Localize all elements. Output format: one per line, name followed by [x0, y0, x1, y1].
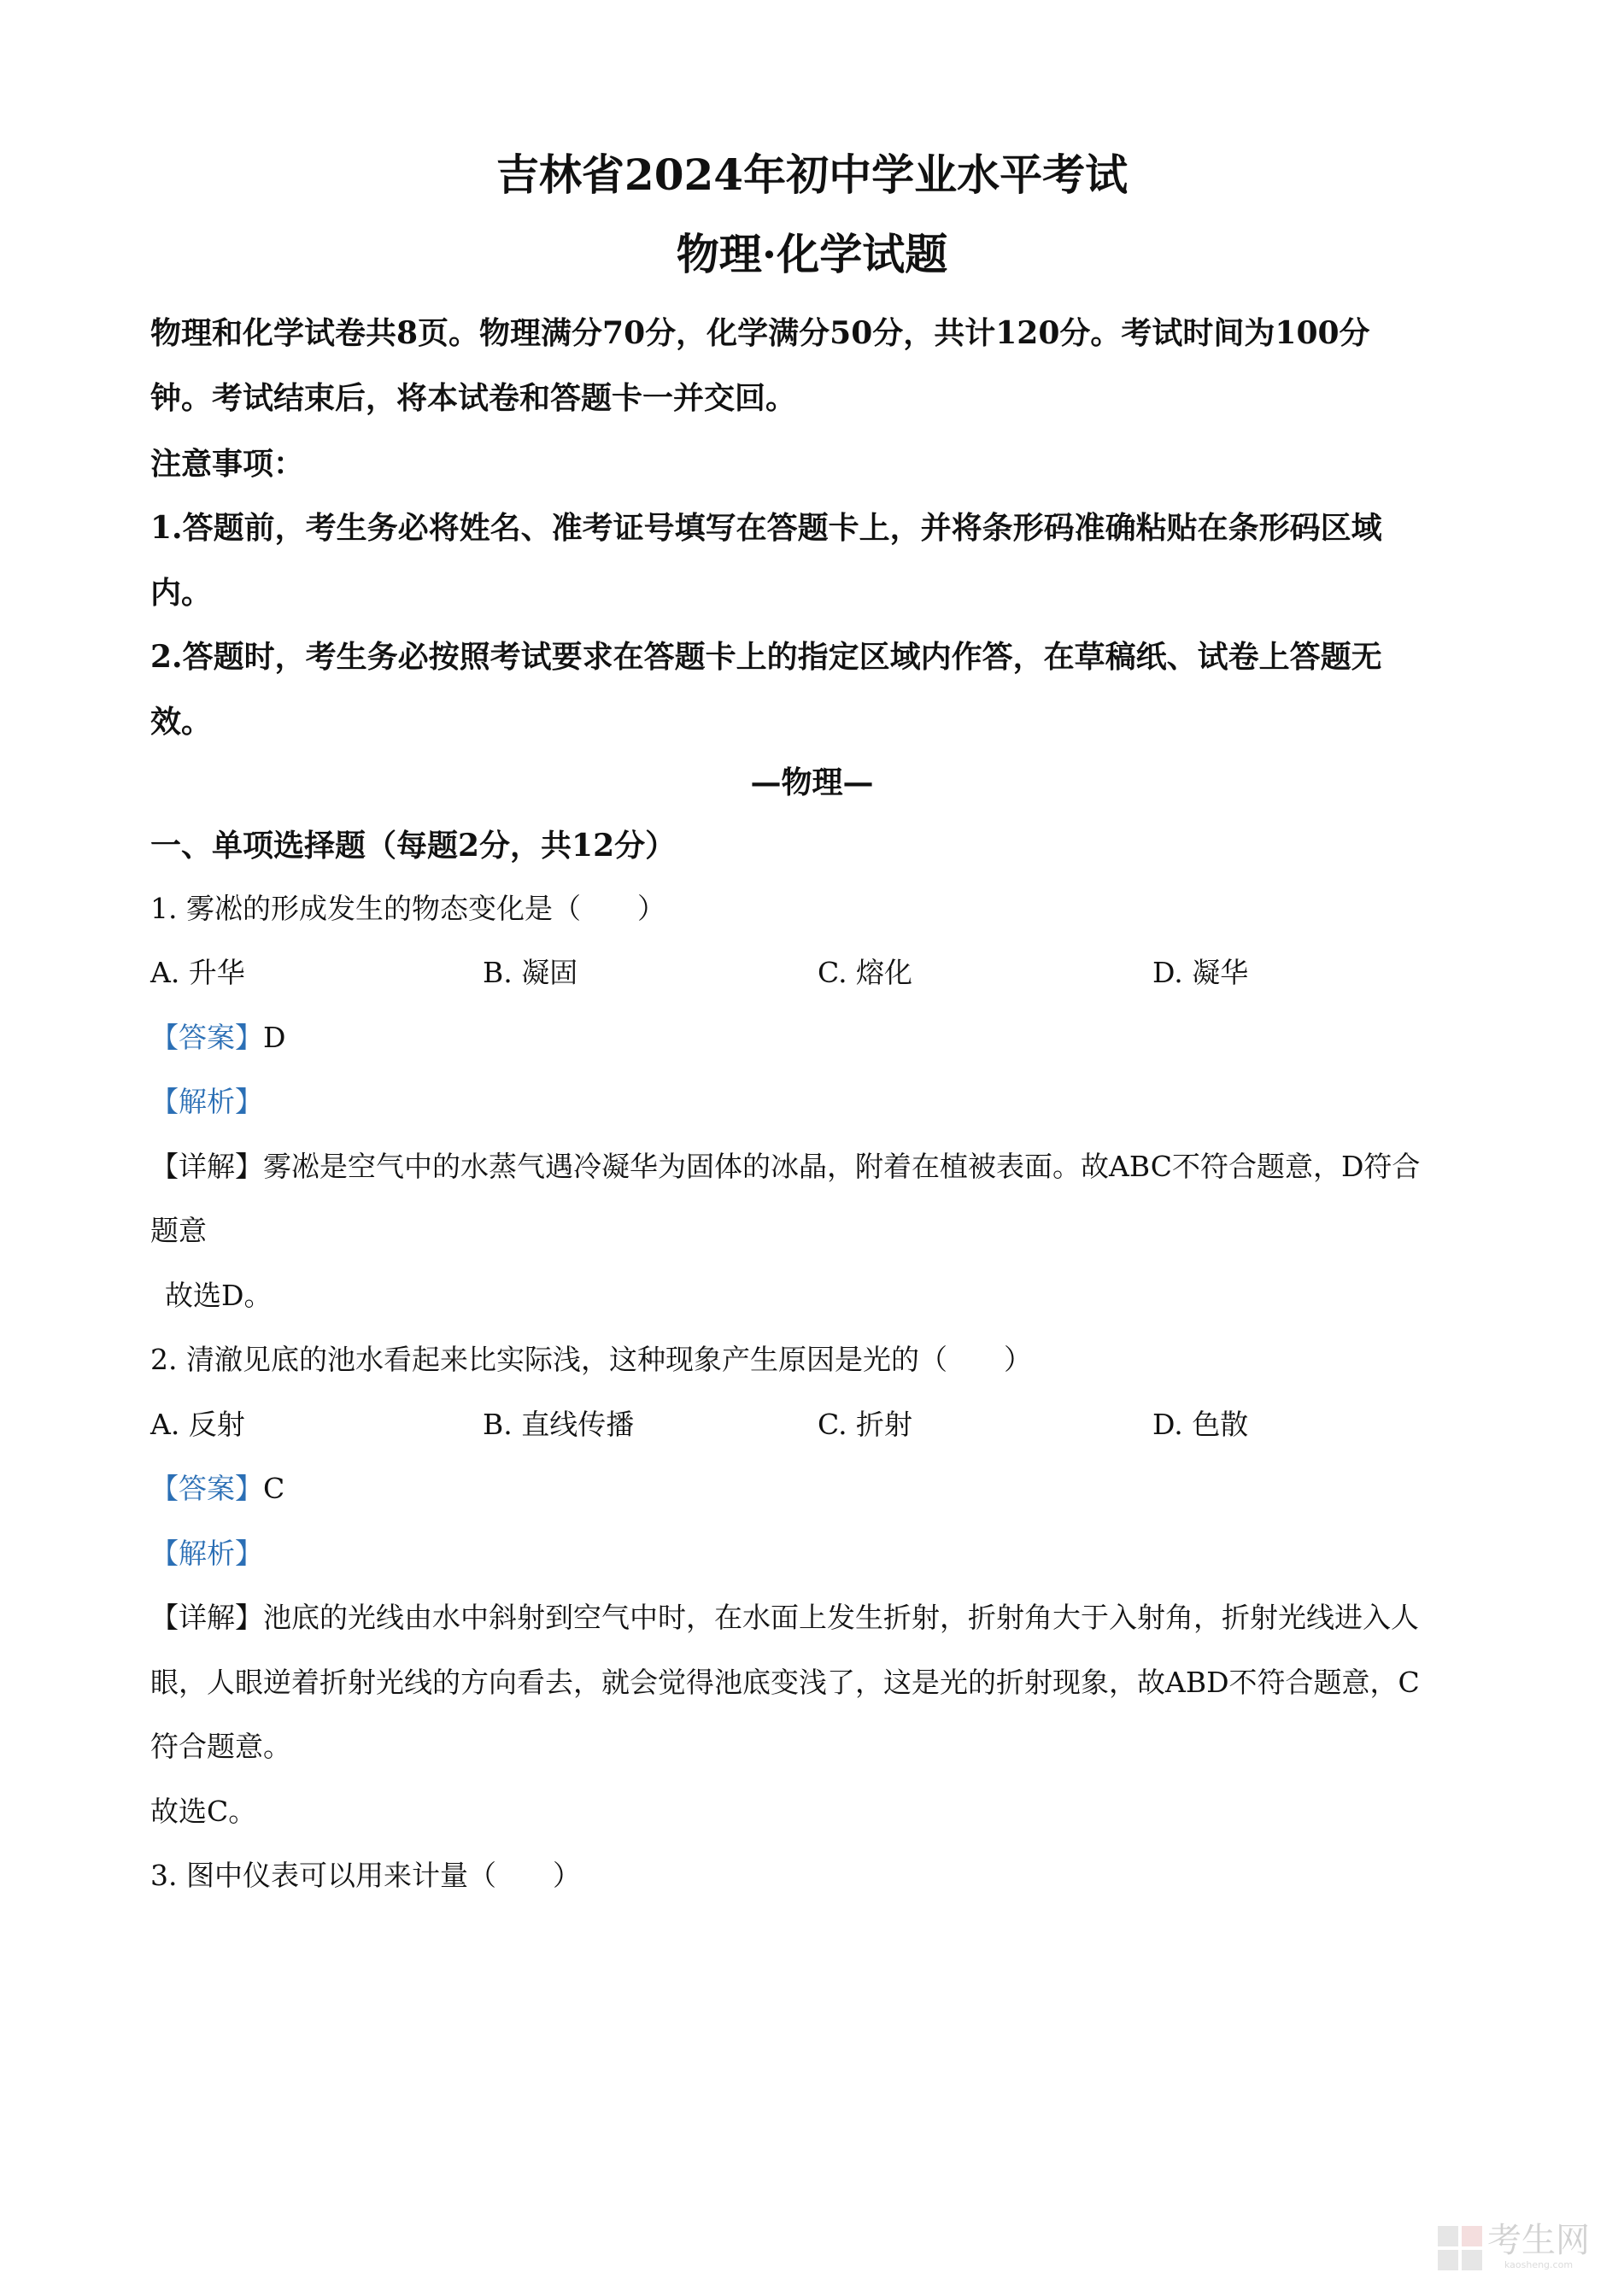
detail-tag: 【详解】	[150, 1601, 263, 1634]
notice-1-line-2: 内。	[150, 575, 213, 611]
answer-value: C	[263, 1472, 285, 1505]
question-2-option-a: A. 反射	[150, 1408, 245, 1441]
question-2-stem: 2. 清澈见底的池水看起来比实际浅，这种现象产生原因是光的（ ）	[150, 1343, 1032, 1376]
watermark-subtext: kaosheng.com	[1504, 2259, 1574, 2270]
question-2-conclusion: 故选C。	[150, 1795, 257, 1828]
exam-title: 吉林省2024年初中学业水平考试	[495, 149, 1129, 200]
notice-2-line-1: 2.答题时，考生务必按照考试要求在答题卡上的指定区域内作答，在草稿纸、试卷上答题无	[150, 639, 1382, 675]
question-2-option-b: B. 直线传播	[483, 1408, 635, 1441]
part-1-title: 一、单项选择题（每题2分，共12分）	[150, 828, 677, 864]
watermark	[1438, 2222, 1590, 2270]
detail-text: 池底的光线由水中斜射到空气中时，在水面上发生折射，折射角大于入射角，折射光线进入人	[263, 1601, 1419, 1634]
question-2-option-d: D. 色散	[1152, 1408, 1249, 1441]
exam-subtitle: 物理·化学试题	[676, 229, 948, 279]
watermark-logo-icon	[1438, 2226, 1482, 2270]
section-physics-label: —物理—	[750, 764, 874, 800]
question-1-option-a: A. 升华	[150, 956, 245, 989]
notice-title: 注意事项：	[150, 446, 305, 482]
question-1-option-c: C. 熔化	[818, 956, 913, 989]
question-2-detail-line-3: 符合题意。	[150, 1730, 291, 1763]
question-1-stem: 1. 雾凇的形成发生的物态变化是（ ）	[150, 892, 665, 925]
question-2-analysis-tag: 【解析】	[150, 1537, 263, 1570]
question-1-option-b: B. 凝固	[483, 956, 578, 989]
question-2-detail-line-2: 眼，人眼逆着折射光线的方向看去，就会觉得池底变浅了，这是光的折射现象，故ABD不符合题意，C	[150, 1666, 1420, 1699]
detail-tag: 【详解】	[150, 1150, 263, 1183]
notice-2-line-2: 效。	[150, 704, 213, 740]
notice-1-line-1: 1.答题前，考生务必将姓名、准考证号填写在答题卡上，并将条形码准确粘贴在条形码区域	[150, 510, 1382, 546]
question-1-analysis-tag: 【解析】	[150, 1085, 263, 1118]
detail-text: 雾凇是空气中的水蒸气遇冷凝华为固体的冰晶，附着在植被表面。故ABC不符合题意，D符合	[263, 1150, 1421, 1183]
intro-line-1: 物理和化学试卷共8页。物理满分70分，化学满分50分，共计120分。考试时间为100分	[150, 315, 1370, 351]
question-2-option-c: C. 折射	[818, 1408, 913, 1441]
answer-tag: 【答案】	[150, 1021, 263, 1054]
question-1-answer	[150, 1016, 285, 1056]
question-1-option-d: D. 凝华	[1152, 956, 1249, 989]
intro-line-2: 钟。考试结束后，将本试卷和答题卡一并交回。	[150, 380, 797, 416]
watermark-text: 考生网	[1487, 2221, 1590, 2260]
question-1-detail-line-1	[150, 1145, 1420, 1185]
answer-value: D	[263, 1021, 286, 1054]
question-3-stem: 3. 图中仪表可以用来计量（ ）	[150, 1859, 581, 1892]
question-1-detail-line-2: 题意	[150, 1214, 207, 1247]
question-2-answer	[150, 1467, 284, 1507]
question-1-conclusion: 故选D。	[165, 1279, 273, 1312]
question-2-detail-line-1	[150, 1596, 1419, 1636]
answer-tag: 【答案】	[150, 1472, 263, 1505]
